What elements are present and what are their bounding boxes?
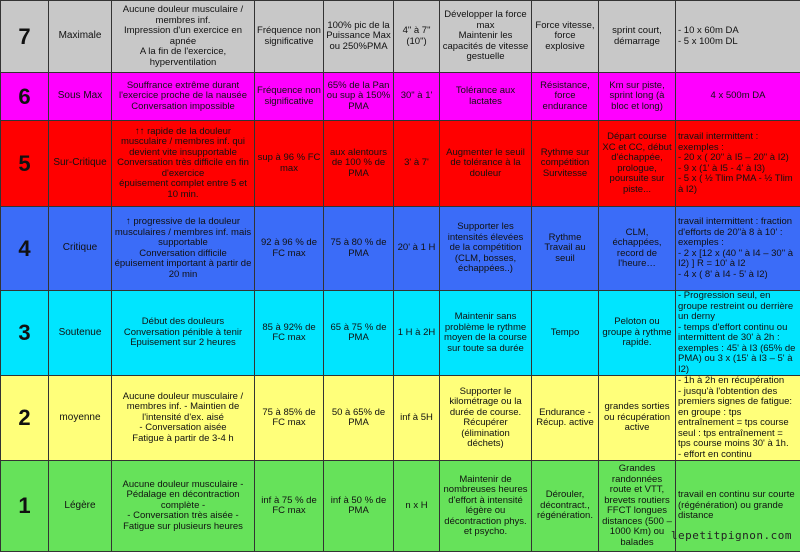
zone-row xyxy=(1,73,800,121)
quality-cell: Rythme Travail au seuil xyxy=(532,207,599,291)
example-cell: travail en continu sur courte (régénération) ou grande distance xyxy=(676,461,800,552)
quality-cell: Rythme sur compétition Survitesse xyxy=(532,121,599,207)
heart-rate-cell: Fréquence non significative xyxy=(255,73,324,121)
duration-cell: 1 H à 2H xyxy=(394,291,440,376)
example-cell: - Progression seul, en groupe restreint ou derrière un derny - temps d'effort continu ou intermittent de 30' à 2h : exemples : 45' à I3 (65% de PMA) ou 3 x (15' à I3 – 5' à I2) xyxy=(676,291,800,376)
duration-cell: 3' à 7' xyxy=(394,121,440,207)
zone-name: Sur-Critique xyxy=(49,121,112,207)
zone-number: 5 xyxy=(1,121,49,207)
quality-cell: Résistance, force endurance xyxy=(532,73,599,121)
zone-number: 1 xyxy=(1,461,49,552)
duration-cell: 4" à 7" (10") xyxy=(394,1,440,73)
objective-cell: Maintenir sans problème le rythme moyen de la course sur toute sa durée xyxy=(440,291,532,376)
example-cell: travail intermittent : fraction d'efforts de 20"à 8 à 10' : exemples : - 2 x [12 x (40 " à I4 – 30" à I2) ] R = 10' à I2 - 4 x ( 8' à I4 - 5' à I2) xyxy=(676,207,800,291)
zone-name: Maximale xyxy=(49,1,112,73)
zone-number: 4 xyxy=(1,207,49,291)
situation-cell: grandes sorties ou récupération active xyxy=(599,376,676,461)
situation-cell: Départ course XC et CC, début d'échappée, prologue, poursuite sur piste... xyxy=(599,121,676,207)
heart-rate-cell: sup à 96 % FC max xyxy=(255,121,324,207)
objective-cell: Augmenter le seuil de tolérance à la douleur xyxy=(440,121,532,207)
zone-row xyxy=(1,291,800,376)
zone-name: Critique xyxy=(49,207,112,291)
example-cell: - 1h à 2h en récupération - jusqu'à l'obtention des premiers signes de fatigue: en groupe : tps entraînement = tps course seul : tps entraînement = tps course moins 30' à 1h. - effort en continu xyxy=(676,376,800,461)
zone-name: Légère xyxy=(49,461,112,552)
duration-cell: 30" à 1' xyxy=(394,73,440,121)
sensation-cell: Aucune douleur musculaire - Pédalage en décontraction complète - - Conversation très aisée - Fatigue sur plusieurs heures xyxy=(112,461,255,552)
zone-name: moyenne xyxy=(49,376,112,461)
power-cell: 100% pic de la Puissance Max ou 250%PMA xyxy=(324,1,394,73)
zone-row xyxy=(1,207,800,291)
power-cell: 65 à 75 % de PMA xyxy=(324,291,394,376)
power-cell: 50 à 65% de PMA xyxy=(324,376,394,461)
situation-cell: Km sur piste, sprint long (à bloc et long) xyxy=(599,73,676,121)
heart-rate-cell: 75 à 85% de FC max xyxy=(255,376,324,461)
watermark: lepetitpignon.com xyxy=(671,529,792,542)
zone-name: Soutenue xyxy=(49,291,112,376)
zone-row xyxy=(1,376,800,461)
zone-name: Sous Max xyxy=(49,73,112,121)
sensation-cell: Aucune douleur musculaire / membres inf. Impression d'un exercice en apnée A la fin de l'exercice, hyperventilation xyxy=(112,1,255,73)
situation-cell: Grandes randonnées route et VTT, brevets routiers FFCT longues distances (500 – 1000 Km) ou balades xyxy=(599,461,676,552)
example-cell: - 10 x 60m DA - 5 x 100m DL xyxy=(676,1,800,73)
heart-rate-cell: inf à 75 % de FC max xyxy=(255,461,324,552)
duration-cell: inf à 5H xyxy=(394,376,440,461)
situation-cell: sprint court, démarrage xyxy=(599,1,676,73)
quality-cell: Tempo xyxy=(532,291,599,376)
zone-number: 3 xyxy=(1,291,49,376)
example-cell: travail intermittent : exemples : - 20 x ( 20" à I5 – 20" à I2) - 9 x (1' à I5 - 4' à I3) - 5 x ( ½ Tlim PMA - ½ Tlim à I2) xyxy=(676,121,800,207)
quality-cell: Dérouler, décontract., régénération. xyxy=(532,461,599,552)
duration-cell: n x H xyxy=(394,461,440,552)
situation-cell: CLM, échappées, record de l'heure… xyxy=(599,207,676,291)
quality-cell: Endurance - Récup. active xyxy=(532,376,599,461)
objective-cell: Tolérance aux lactates xyxy=(440,73,532,121)
objective-cell: Supporter le kilométrage ou la durée de course. Récupérer (élimination déchets) xyxy=(440,376,532,461)
zone-row xyxy=(1,121,800,207)
sensation-cell: Aucune douleur musculaire / membres inf. - Maintien de l'intensité d'ex. aisé - Conversation aisée Fatigue à partir de 3-4 h xyxy=(112,376,255,461)
power-cell: aux alentours de 100 % de PMA xyxy=(324,121,394,207)
situation-cell: Peloton ou groupe à rythme rapide. xyxy=(599,291,676,376)
objective-cell: Maintenir de nombreuses heures d'effort à intensité légère ou décontraction phys. et psycho. xyxy=(440,461,532,552)
zone-number: 6 xyxy=(1,73,49,121)
power-cell: inf à 50 % de PMA xyxy=(324,461,394,552)
quality-cell: Force vitesse, force explosive xyxy=(532,1,599,73)
sensation-cell: Début des douleurs Conversation pénible à tenir Epuisement sur 2 heures xyxy=(112,291,255,376)
heart-rate-cell: Fréquence non significative xyxy=(255,1,324,73)
duration-cell: 20' à 1 H xyxy=(394,207,440,291)
sensation-cell: ↑↑ rapide de la douleur musculaire / membres inf. qui devient vite insupportable Conversation très difficile en fin d'exercice épuisement complet entre 5 et 10 min. xyxy=(112,121,255,207)
heart-rate-cell: 85 à 92% de FC max xyxy=(255,291,324,376)
zone-row xyxy=(1,1,800,73)
sensation-cell: Souffrance extrême durant l'exercice proche de la nausée Conversation impossible xyxy=(112,73,255,121)
power-cell: 65% de la Pan ou sup à 150% PMA xyxy=(324,73,394,121)
heart-rate-cell: 92 à 96 % de FC max xyxy=(255,207,324,291)
sensation-cell: ↑ progressive de la douleur musculaires / membres inf. mais supportable Conversation difficile épuisement important à partir de 20 min xyxy=(112,207,255,291)
example-cell: 4 x 500m DA xyxy=(676,73,800,121)
zone-number: 2 xyxy=(1,376,49,461)
zone-number: 7 xyxy=(1,1,49,73)
objective-cell: Supporter les intensités élevées de la compétition (CLM, bosses, échappées..) xyxy=(440,207,532,291)
power-cell: 75 à 80 % de PMA xyxy=(324,207,394,291)
objective-cell: Développer la force max Maintenir les capacités de vitesse gestuelle xyxy=(440,1,532,73)
